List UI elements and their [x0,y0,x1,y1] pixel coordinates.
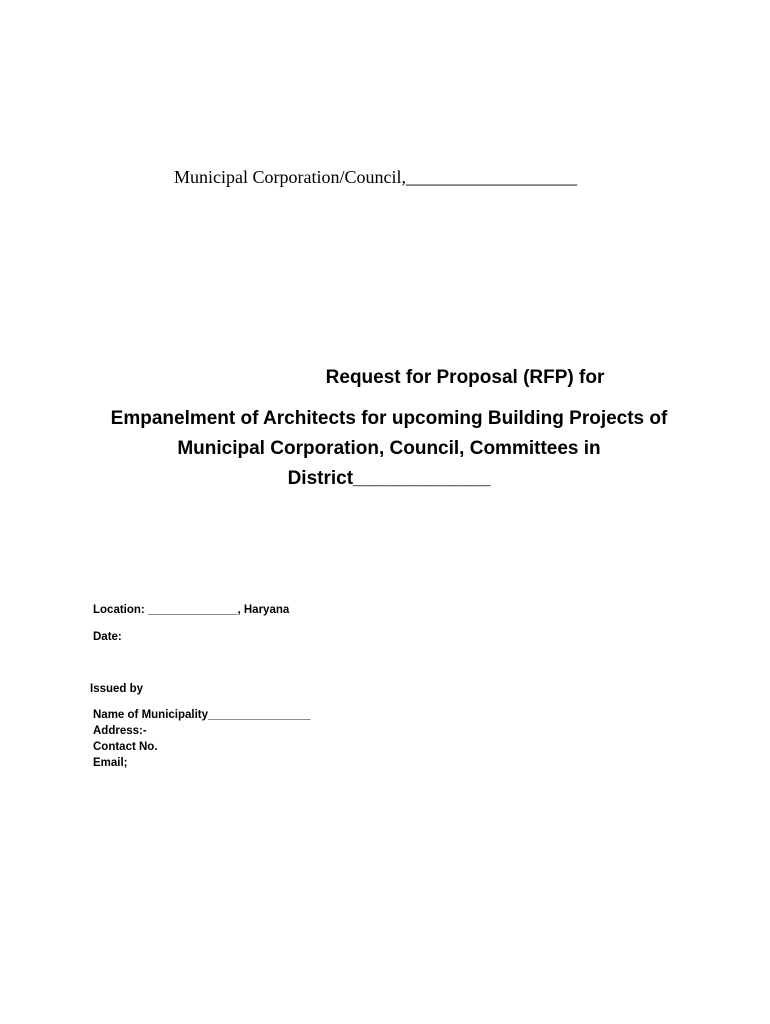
contact-field: Contact No. [93,741,158,753]
title-line-1: Empanelment of Architects for upcoming Building Projects of [110,408,668,429]
date-field: Date: [93,631,122,643]
address-field: Address:- [93,725,147,737]
title-line-2: Municipal Corporation, Council, Committees in [177,438,601,459]
municipality-name-field: Name of Municipality________________ [93,709,311,721]
issued-by-label: Issued by [90,683,144,695]
title-line-3: District_____________ [287,468,491,489]
rfp-title: Request for Proposal (RFP) for [325,367,605,388]
main-title [0,404,770,494]
location-field: Location: ______________, Haryana [93,604,290,616]
municipal-corporation-line: Municipal Corporation/Council,___________________ [174,167,577,187]
email-field: Email; [93,757,128,769]
issuer-details [93,707,310,771]
